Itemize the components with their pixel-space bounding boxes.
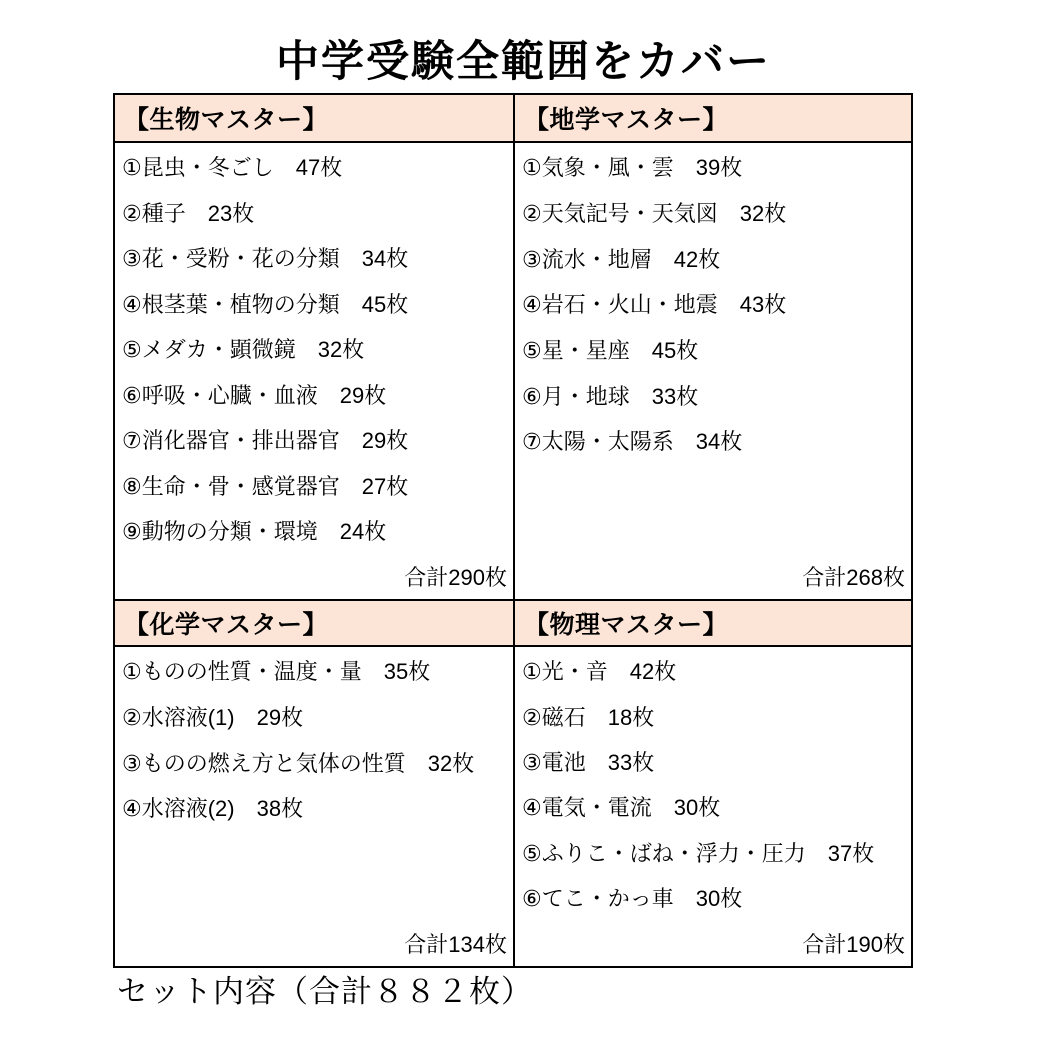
list-item: ①光・音 42枚 bbox=[522, 659, 677, 685]
section-total-physics: 合計190枚 bbox=[802, 931, 905, 957]
list-item: ⑤ふりこ・ばね・浮力・圧力 37枚 bbox=[522, 840, 875, 866]
list-item: ②磁石 18枚 bbox=[522, 704, 655, 730]
list-item: ③ものの燃え方と気体の性質 32枚 bbox=[122, 750, 475, 776]
list-item: ③電池 33枚 bbox=[522, 750, 655, 776]
list-item: ④根茎葉・植物の分類 45枚 bbox=[122, 291, 409, 317]
section-total-chemistry: 合計134枚 bbox=[404, 931, 507, 957]
list-item: ①昆虫・冬ごし 47枚 bbox=[122, 155, 343, 181]
section-body-geology bbox=[513, 141, 911, 599]
list-item: ⑤星・星座 45枚 bbox=[522, 338, 699, 364]
section-header-chemistry: 【化学マスター】 bbox=[115, 599, 513, 645]
list-item: ①ものの性質・温度・量 35枚 bbox=[122, 659, 431, 685]
list-item: ⑥てこ・かっ車 30枚 bbox=[522, 886, 743, 912]
section-body-biology bbox=[115, 141, 513, 599]
list-item: ⑦消化器官・排出器官 29枚 bbox=[122, 428, 409, 454]
section-header-physics: 【物理マスター】 bbox=[513, 599, 911, 645]
section-header-biology: 【生物マスター】 bbox=[115, 95, 513, 141]
list-item: ②種子 23枚 bbox=[122, 200, 255, 226]
list-item: ⑥呼吸・心臓・血液 29枚 bbox=[122, 382, 387, 408]
list-item: ②水溶液(1) 29枚 bbox=[122, 705, 304, 731]
list-item: ⑨動物の分類・環境 24枚 bbox=[122, 519, 387, 545]
section-total-geology: 合計268枚 bbox=[802, 564, 905, 590]
page-title: 中学受験全範囲をカバー bbox=[276, 38, 771, 86]
list-item: ③流水・地層 42枚 bbox=[522, 246, 721, 272]
list-item: ⑤メダカ・顕微鏡 32枚 bbox=[122, 337, 365, 363]
section-body-physics bbox=[513, 645, 911, 966]
set-contents-caption: セット内容（合計８８２枚） bbox=[117, 974, 533, 1009]
list-item: ⑧生命・骨・感覚器官 27枚 bbox=[122, 473, 409, 499]
list-item: ⑥月・地球 33枚 bbox=[522, 383, 699, 409]
list-item: ③花・受粉・花の分類 34枚 bbox=[122, 246, 409, 272]
section-body-chemistry bbox=[115, 645, 513, 966]
list-item: ①気象・風・雲 39枚 bbox=[522, 155, 743, 181]
section-header-geology: 【地学マスター】 bbox=[513, 95, 911, 141]
list-item: ④水溶液(2) 38枚 bbox=[122, 796, 304, 822]
content-table bbox=[113, 93, 913, 968]
list-item: ②天気記号・天気図 32枚 bbox=[522, 201, 787, 227]
list-item: ④電気・電流 30枚 bbox=[522, 795, 721, 821]
list-item: ⑦太陽・太陽系 34枚 bbox=[522, 429, 743, 455]
section-total-biology: 合計290枚 bbox=[404, 564, 507, 590]
list-item: ④岩石・火山・地震 43枚 bbox=[522, 292, 787, 318]
